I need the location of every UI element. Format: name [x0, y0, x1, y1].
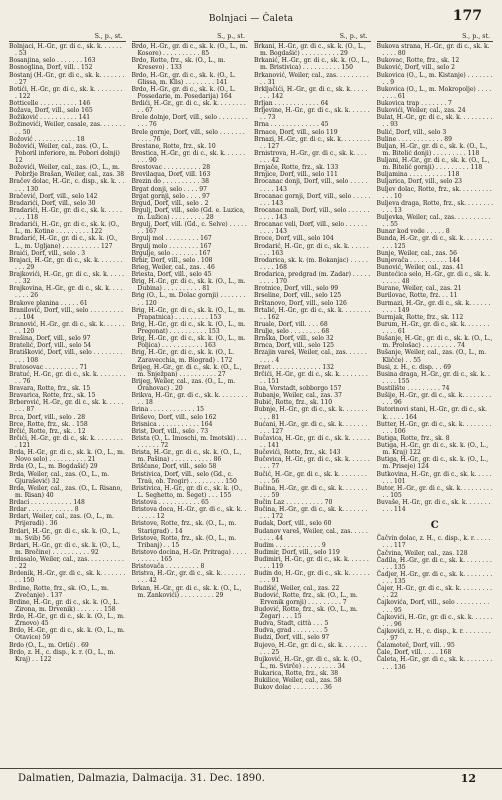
index-entry: Braići, Dorf, vill., selo . 3	[9, 249, 86, 257]
index-entry: Bukarica, Rotte, frz., sk. 38	[254, 670, 339, 677]
index-entry: Čajkovići, z. H., c. disp., k. r. . . . . . . . . . 97	[376, 627, 491, 642]
column-1	[9, 33, 126, 765]
index-entry: Bunje, Weiler, cal., zas. 56	[376, 249, 457, 257]
index-entry: Butiga, H.-Gr., gr. di c., sk. k. (O., L., m. Priseje) 124	[376, 456, 489, 471]
index-entry: Brkanić, H.-Gr., gr. di c., sk. k. (O., L., m. Bristivica) . . . . . . . . . . 150	[254, 57, 370, 72]
index-entry: Buljeva draga, Rotte, frz., sk. . . . . . . . . . . 13	[376, 199, 493, 214]
index-entry: Budva, grad . . . . . . . . 5	[254, 627, 328, 635]
index-entry: Bukilice, Weiler, cal., zas. 58	[254, 677, 342, 685]
index-entry: Brdo, H.-Gr., gr. di c., sk. k. (O., L., m. Kosore) . . . . . . . . . . 85	[131, 43, 248, 58]
index-entry: Brčići, H.-Gr., gr. di c., sk. k. . . . . . . . . 121	[9, 434, 123, 449]
index-entry: Čajer, H.-Gr., gr. di c., sk. k. . . . . . . . . . . 22	[376, 585, 493, 600]
index-entry: Budim . . . . . . . . . . . . 9	[254, 541, 326, 549]
index-entry: Brdar . . . . . . . . . . . . 8	[9, 506, 79, 514]
index-entry: Brig, H.-Gr., gr. di c., sk. k. (O., L. Zaravecchia, m. Biograd) . 172	[131, 349, 235, 364]
index-entry: Broce, Dorf, vill., selo 104	[254, 235, 334, 243]
index-entry: Čajkovići, H.-Gr., gr. di c., sk. k. . . . . . . . . 96	[376, 613, 493, 628]
index-entry: Bratosovac . . . . . . . . . 71	[9, 363, 88, 371]
index-entry: Bradarići, H.-Gr., gr. di c., sk. k. (O., L., m. Kotine . . . . . . . . . 122	[9, 221, 120, 236]
entry-list	[132, 43, 249, 599]
index-entry: Brčić, Rotte, frz., sk. . 12	[9, 427, 86, 435]
index-entry: Brist, Dorf, vill., selo . 73	[131, 427, 209, 435]
index-entry: Čačvina, Weiler, cal., zas. 128	[376, 549, 468, 557]
index-entry: Bustilište . . . . . . . . . 74	[376, 385, 450, 392]
column-header: S., p., st.	[9, 33, 126, 42]
index-entry: Budva, Stadt, città . . . 5	[254, 620, 329, 628]
index-entry: Brocanac gornji, Dorf, vill., selo . . . . . . . . 143	[254, 192, 371, 207]
column-3	[254, 33, 371, 765]
index-entry: Brtalić, H.-Gr., gr. di c., sk. k. . . . . . . . . . 162	[254, 306, 371, 321]
index-entry: Bučevići, Rotte, frz., sk. 143	[254, 449, 341, 457]
index-entry: Buković, Dorf, vill., selo 2	[376, 64, 455, 72]
index-entry: Botići, H.-Gr., gr. di c., sk. k. . . . . . . . . 122	[9, 85, 123, 100]
index-entry: Bukovići, Weiler, cal., zas. 24	[376, 107, 466, 115]
index-entry: Bradarići, Dorf, vill., selo 30	[9, 199, 96, 207]
index-entry: Brda, H.-Gr., gr. di c., sk. k. (O., L., m. Novo selo) . . . . . . . . . . 21	[9, 449, 125, 464]
index-entry: Bukov dolac . . . . . . . . 36	[254, 684, 332, 692]
index-entry: Brseline, Dorf, vill., selo 125	[254, 292, 342, 300]
index-entry: Brnca, Dorf, vill., selo 125	[254, 342, 335, 350]
index-entry: Bulat, H.-Gr., gr. di c., sk. k. . . . . . . . . . . 93	[376, 114, 493, 129]
index-entry: Branović, H.-Gr., gr. di c., sk. k. . . . . . . . 120	[9, 320, 125, 335]
index-entry: Brodarić, H.-Gr., gr. di c., sk. k. . . . . . . . . 163	[254, 242, 369, 257]
index-entry: Božovići, Weiler, cal., zas. (O., L. Poboril inferiore, m. Pobori dolnji) 12	[9, 142, 120, 164]
index-entry: Brdenik, H.-Gr., gr. di c., sk. k. . . . . . . . . 150	[9, 570, 126, 585]
index-entry: Brdari, H.-Gr., gr. di c., sk. k. (O., L., m. Brečine) . . . . . . . . . . 92	[9, 541, 121, 556]
index-entry: Budović, Rotte, frz., sk. (O., L., m. Ervenik gornji) . . . . . . . . . 7	[254, 591, 358, 606]
index-entry: Bristva, H.-Gr., gr. di c., sk. k. . . . . . . . . . 42	[131, 570, 246, 585]
index-entry: Bristovo docina, H.-Gr. Pritraga) . . . . . . . . . . 165	[131, 548, 247, 563]
index-entry: Brestovac . . . . . . . . . . 28	[131, 164, 211, 172]
index-entry: Bučić, H.-Gr., gr. di c., sk. k. . . . . . . . . . . 56	[254, 470, 367, 485]
index-entry: Brina . . . . . . . . . . . . 15	[131, 406, 205, 414]
index-entry: Budimir, Dorf, vill., selo 119	[254, 548, 340, 556]
index-entry: Bratuć, H.-Gr., gr. di c., sk. k. . . . . . . . . . 76	[9, 370, 126, 385]
index-entry: Bućani, H.-Gr., gr. di c., sk. k. . . . . . . . . . 127	[254, 420, 368, 435]
index-entry: Božiković . . . . . . . . . . 141	[9, 114, 91, 122]
index-entry: Čaleta, H.-Gr., gr. di c., sk. k. . . . . . . . . . . 136	[376, 656, 493, 671]
index-entry: Bubnje, H.-Gr., gr. di c., sk. k. . . . . . . . . . 81	[254, 406, 368, 421]
index-entry: Brnjače, Rotte, frz., sk. 133	[254, 164, 339, 172]
index-entry: Brberović, H.-Gr., gr. di c., sk. k. . . . . . . . 87	[9, 399, 124, 414]
index-entry: Brkani, H.-Gr., gr. di c., sk. k. (O., L., m. Bogdašić) . . . . . . . . . . 29	[254, 43, 366, 58]
index-entry: Brnška, Dorf, vill., selo 32	[254, 335, 334, 343]
index-entry: Brda, Weiler, cal., zas. (O., L., m. Gjurašević) 32	[9, 470, 110, 485]
index-entry: Bušanje, Weiler, cal., zas. (O., L., m. Kličće) . . 55	[376, 349, 487, 364]
index-entry: Budišić, Weiler, cal., zas. 22	[254, 584, 340, 592]
index-entry: Bristova . . . . . . . . . . . 65	[131, 499, 209, 506]
index-entry: Božava, Dorf, vill., selo 165	[9, 107, 93, 115]
index-entry: Brdasalo, Weiler, cal., zas. . . . . . . . . . . 22	[9, 556, 124, 571]
index-entry: Bua, Vorstadt, sobborgo 157	[254, 385, 342, 392]
index-entry: Brzajin vareš, Weiler, cal., zas. . . . . . . . . . 4	[254, 349, 367, 364]
index-entry: Bukovac, Rotte, frz., sk. 12	[376, 57, 460, 65]
index-entry: Brajaci, H.-Gr., gr. di c., sk. k. . . . . . . . . . 29	[9, 256, 123, 271]
index-entry: Brkljačići, H.-Gr., gr. di c., sk. k. . . . . . . . 142	[254, 85, 368, 100]
index-entry: Briševo, Dorf, vill., selo 162	[131, 413, 217, 421]
index-entry: Briščane, Dorf, vill., selo 58	[131, 463, 217, 471]
index-entry: Čadila, H.-Gr., gr. di c., sk. k. . . . . . . . . . . 135	[376, 556, 492, 571]
index-entry: Bukova strana, H.-Gr., gr. di c., sk. k. . . . . 80	[376, 43, 490, 58]
index-entry: Brgulj mol . . . . . . . . . 167	[131, 235, 212, 243]
index-entry: Budimiri, H.-Gr., gr. di c., sk. k. . . . . . . . . 119	[254, 556, 369, 571]
index-entry: Bučina, H.-Gr., gr. di c., sk. k. . . . . . . . . . 59	[254, 484, 368, 499]
index-entry: Brig (O., L., m. Dolac gornji) . . . . . . . . . 120	[131, 292, 246, 307]
index-entry: Brnace, Dorf, vill., selo 119	[254, 128, 338, 136]
index-entry: Brna . . . . . . . . . . . . . 45	[254, 121, 329, 129]
index-entry: Budin do, H.-Gr., gr. di c., sk. k. . . . . . . . . 91	[254, 570, 370, 585]
index-entry: Čadjer, H.-Gr., gr. di c., sk. k. . . . . . . . . . . 135	[376, 570, 493, 585]
index-entry: Brnazi, H.-Gr., gr. di c., sk. k. . . . . . . . . . 127	[254, 135, 370, 150]
index-entry: Brgud, Dorf, vill., selo . 2	[131, 199, 209, 207]
column-header: S., p., st.	[377, 33, 494, 42]
index-entry: Brocanac veli, Dorf, vill., selo . . . . . . . . . . 143	[254, 221, 368, 236]
index-entry: Brdari, H.-Gr., gr. di c., sk. k. (O., L., m. Svib) 56	[9, 527, 121, 542]
footer-title: Dalmatien, Dalmazia, Dalmacija. 31. Dec. 1890.	[18, 773, 266, 784]
index-entry: Budanov vareš, Weiler, cal., zas. . . . . . . . . 44	[254, 527, 368, 542]
index-entry: Brista, H.-Gr., gr. di c., sk. k. (O., L., m. Pašina) . . . . . . . . . . . 86	[131, 449, 242, 464]
index-entry: Butiga, Rotte, frz., sk. 8	[376, 434, 450, 442]
index-entry: Busi, z. H., c. disp. . . 69	[376, 363, 452, 371]
index-entry: Brotnice, Dorf, vill., selo 99	[254, 285, 339, 293]
index-entry: Brdine, H.-Gr., gr. di c., sk. k. (O., L. Zirona, m. Drvenik) . . . . . . . 158	[9, 598, 120, 613]
index-entry: Bristove, Rotte, frz., sk. (O., L., m. Starigrad) . 14	[131, 520, 237, 535]
index-entry: Božović . . . . . . . . . . . 18	[9, 135, 85, 143]
index-entry: Brig, H.-Gr., gr. di c., sk. k. (O., L., m. Poljica) . . . . . . . . . . . 163	[131, 335, 246, 350]
index-entry: Bučina, H.-Gr., gr. di c., sk. k. . . . . . . . . . 172	[254, 506, 368, 521]
index-entry: Bušanje, H.-Gr., gr. di c., sk. k. (O., L., m. Prološac) . . . . . . . . . 74	[376, 335, 493, 350]
index-entry: Bristivica, Dorf, vill., selo (Gd., c. Traù, ob. Trogir) . . . . . . . . . 150	[131, 470, 237, 485]
index-entry: Bristove, Rotte, frz., sk. (O., L., m. Tribanj) . . 15	[131, 534, 237, 549]
index-entry: Butter, H.-Gr., gr. di c., sk. k. . . . . . . . . . . 106	[376, 420, 492, 435]
index-entry: Brštanovo, Dorf, vill., selo 126	[254, 299, 347, 307]
index-entry: Butiga, H.-Gr., gr. di c., sk. k. (O., L., m. Kraj) 122	[376, 442, 489, 457]
index-entry: Bosnoglina, Dorf, vill. . 152	[9, 64, 93, 72]
index-entry: Brajkovina, H.-Gr., gr. di c., sk. k. . . . . . . . 26	[9, 285, 123, 300]
index-entry: Božinovići, Weiler, casale, zas. . . . . . . . . 50	[9, 121, 126, 136]
index-entry: Bušije, H.-Gr., gr. di c., sk. k. . . . . . . . . . . 96	[376, 392, 492, 407]
page-footer	[0, 768, 502, 789]
index-entry: Bosanjina, selo . . . . . . . 163	[9, 57, 96, 65]
index-entry: Brda, Weiler, cal., zas. (O., L. Risano, m. Risan) 40	[9, 484, 123, 499]
index-entry: Brdo, H.-Gr., gr. di c., sk. k. (O., L. Possedarie, m. Posedarija) 164	[131, 85, 236, 100]
index-entry: Brce, Rotte, frz., sk. . 158	[9, 420, 88, 428]
index-entry: Bunar kod vode . . . . . 8	[376, 228, 450, 236]
index-entry: Buljamina . . . . . . . . . . 118	[376, 171, 460, 179]
index-entry: Budak, Dorf, vill., selo 60	[254, 520, 332, 528]
index-entry: Buljan, H.-Gr., gr. di c., sk. k. (O., L., m. Biteliċ donji) . . . . . . . . . 118	[376, 142, 488, 157]
index-entry: Brda (O., L., m. Bogdašić) 29	[9, 463, 98, 471]
index-entry: Brdo, z. H., c. disp., k. r. (O., L., m. Kraj) . . 122	[9, 648, 116, 663]
index-entry: Bravara, Rotte, frz., sk. 15	[9, 385, 91, 392]
index-entry: Butorinovi stani, H.-Gr., gr. di c., sk. k. . . . . 164	[376, 406, 487, 421]
index-columns	[9, 33, 493, 765]
page-header	[0, 8, 502, 30]
index-entry: Brljevine, H.-Gr., gr. di c., sk. k. . . . . . . . 73	[254, 107, 370, 122]
index-entry: Brkanović, Weiler, cal., zas. . . . . . . . . . . 31	[254, 71, 369, 86]
index-entry: Brgulj molo . . . . . . . . 167	[131, 242, 212, 250]
index-entry: Brdo, Rotte, frz., sk. (O., L., m. Kresevo) . 133	[131, 57, 226, 72]
entry-list	[377, 43, 494, 671]
column-4	[377, 33, 494, 765]
index-entry: Brdo, H.-Gr., gr. di c., sk. k. (O., L., m. Otavice) 59	[9, 627, 125, 642]
index-entry: Brele gornje, Dorf, vill., selo . . . . . . . . . . . 76	[131, 128, 245, 143]
index-entry: Bunović, Weiler, cal., zas. 41	[376, 263, 464, 271]
index-entry: Brgulj, Dorf, vill., selo (Gd. e. Luzica, m. Lužica) . . . . . . . . . 28	[131, 206, 245, 221]
index-entry: Bruale, Dorf, vill. . . . 68	[254, 320, 328, 328]
index-entry: Brdo, H.-Gr., gr. di c., sk. k. (O., L. Glissa, m. Klis) . . . . . . . . 141	[131, 71, 236, 86]
column-2	[132, 33, 249, 765]
index-entry: Bolnjaci, H.-Gr., gr. di c., sk. k. . . . . . . 53	[9, 43, 122, 58]
index-entry: Brčići, H.-Gr., gr. di c., sk. k. . . . . . . . . . 151	[254, 370, 368, 385]
index-entry: Brnistrova, H.-Gr., gr. di c., sk. k. . . . . . . 42	[254, 149, 367, 164]
index-entry: Brocanac mali, Dorf, vill., selo . . . . . . . . . . 143	[254, 206, 370, 221]
index-entry: Božovići, Weiler, cal., zas. (O., L., m. Pobržje Brašan, Weiler, cal., zas. 38	[9, 164, 125, 179]
index-entry: Brig, H.-Gr., gr. di c., sk. k. (O., L., m. Pregonat) . . . . . . . . . . 153	[131, 320, 246, 335]
index-entry: Burilovac, Rotte, frz. . . 11	[376, 292, 458, 300]
index-entry: Bukovica (O., L., m. Kistanje) . . . . . . . . . 9	[376, 71, 493, 86]
index-entry: Brisnica . . . . . . . . . . . 164	[131, 420, 213, 428]
index-entry: Čalamoteč, Dorf, vill. . 95	[376, 642, 455, 650]
index-entry: Brdari, Weiler, cal., zas. (O., L., m. Prijeradi) . 36	[9, 513, 114, 528]
index-entry: Bučavica, H.-Gr., gr. di c., sk. k. . . . . . . . 141	[254, 434, 370, 449]
index-entry: Bujković, H.-Gr., gr. di c., sk. k. (O., L., m. Svirče) . . . . . . . . . 34	[254, 655, 362, 670]
index-entry: Brieg, Weiler, cal., zas. . 46	[131, 263, 215, 271]
index-entry: Brašina, Dorf, vill., selo 97	[9, 335, 91, 343]
index-entry: Brevilaqua, Dorf, vill. 163	[131, 171, 211, 179]
index-entry: Buline . . . . . . . . . . . . 89	[376, 135, 452, 143]
index-entry: Brdo, H.-Gr., gr. di c., sk. k. (O., L., m. Zrnovo) 45	[9, 613, 125, 628]
index-entry: Čale, Dorf, vill. . . . . 168	[376, 649, 452, 657]
index-entry: Brodarica, predgrad (m. Zadar) . . . . . . . . . 170	[254, 271, 371, 286]
index-entry: Brnjice, Dorf, vill., selo 111	[254, 171, 338, 179]
index-entry: Brgat donji, selo . . . . 97	[131, 185, 207, 193]
index-entry: Brdići, H.-Gr., gr. di c., sk. k. . . . . . . . . . 67	[131, 100, 246, 115]
index-entry: Brista (O., L. Imoschi, m. Imotski) . . . . . . . . . 72	[131, 434, 247, 449]
index-entry: Brzet . . . . . . . . . . . . . 132	[254, 363, 334, 371]
index-entry: Brdine, Rotte, frz., sk. (O., L., m. Zvečanje) . 137	[9, 584, 109, 599]
index-entry: Brgulj, Dorf, vill. (Gd., c. Selve) . . . . . . . 167	[131, 221, 247, 236]
index-entry: Bulić, Dorf, vill., selo 3	[376, 128, 447, 136]
index-entry: Brig, H.-Gr., gr. di c., sk. k. (O., L., m. Prapatnica) . . . . . . . . . 153	[131, 306, 246, 321]
index-entry: Budović, Rotte, frz., sk. (O., L., m. Žegar) . . . 15	[254, 605, 358, 620]
column-header: S., p., st.	[132, 33, 249, 42]
index-entry: Buvaše, H.-Gr., gr. di c., sk. k. . . . . . . . . . 114	[376, 499, 491, 514]
index-entry: Bratišković, Dorf, vill., selo . . . . . . . . . . . 108	[9, 349, 123, 364]
index-entry: Burmjak, Rotte, frz., sk. 112	[376, 313, 464, 321]
index-entry: Brakove planina . . . . . 61	[9, 299, 88, 307]
column-header: S., p., st.	[254, 33, 371, 42]
index-entry: Brodarica, sk. k. (m. Bokanjac) . . . . . . . . . 168	[254, 256, 368, 271]
index-entry: Buljani, H.-Gr., gr. di c., sk. k. (O., L., m. Bitelić gornji) . . . . . . . . . 118	[376, 157, 490, 172]
index-entry: Bukovica (O., L., m. Mokropolje) . . . . . . . . 61	[376, 85, 492, 100]
index-entry: Brca, Dorf, vill., selo . 28	[9, 413, 86, 421]
index-entry: Butkovina, H.-Gr., gr. di c., sk. k. . . . . . . . 101	[376, 470, 492, 485]
index-entry: Burum, H.-Gr., gr. di c., sk. k. . . . . . . . . . . 61	[376, 320, 490, 335]
index-entry: Bristivica, H.-Gr., gr. di c., sk. k. (O., L. Seghetto, m. Seget) . . . 155	[131, 484, 243, 499]
index-entry: Buljev dolac, Rotte, frz., sk. . . . . . . . . . . . 10	[376, 185, 492, 200]
index-entry: Bukovica trap . . . . . . . 7	[376, 100, 452, 107]
index-entry: Brestane, Rotte, frz., sk. 10	[131, 142, 216, 150]
index-entry: Brljan . . . . . . . . . . . . 64	[254, 100, 329, 107]
index-entry: Bujevo, H.-Gr., gr. di c., sk. k. . . . . . . . . . 25	[254, 641, 367, 656]
index-entry: Brhir, Dorf, vill., selo . 108	[131, 256, 213, 264]
index-entry: Burane, Weiler, cal., zas. 21	[376, 285, 462, 293]
index-entry: Bradarići, H.-Gr., gr. di c., sk. k. . . . . . . . 118	[9, 206, 122, 221]
index-entry: Bučevica, H.-Gr., gr. di c., sk. k. . . . . . . . . 77	[254, 456, 370, 471]
index-entry: Bučin Laz . . . . . . . . . . 70	[254, 499, 333, 506]
index-entry: Brig, H.-Gr., gr. di c., sk. k. (O., L., m. Dubina) . . . . . . . . . . 81	[131, 278, 246, 293]
index-entry: Brdo (O., L., m. Orlić) . 69	[9, 641, 89, 649]
index-entry: Brikva, H.-Gr., gr. di c., sk. k. . . . . . . . . . 18	[131, 392, 248, 407]
index-entry: Burmazi, H.-Gr., gr. di c., sk. k. . . . . . . . . . 149	[376, 299, 491, 314]
index-entry: Bratelić, Dorf, vill., selo 54	[9, 342, 92, 350]
index-entry: Bubić, Rotte, frz., sk. 110	[254, 399, 333, 407]
index-entry: Buljevka, Weiler, cal., zas. . . . . . . . . . . . 55	[376, 214, 491, 229]
running-head: Bolnjaci — Čaleta	[208, 14, 294, 24]
index-entry: Bunda, H.-Gr., gr. di c., sk. k. . . . . . . . . . . 125	[376, 235, 493, 250]
index-entry: Busina draga, H.-Gr., gr. di c., sk. k. . . . . . 155	[376, 370, 490, 385]
index-entry: Brestica, H.-Gr., gr. di c., sk. k. . . . . . . . . 90	[131, 149, 246, 164]
entry-list	[254, 43, 371, 691]
index-entry: Bračević, Dorf, vill., selo 142	[9, 192, 98, 200]
index-entry: Buljarica, Dorf, vill., selo 23	[376, 178, 463, 186]
index-entry: Buntećica selo, H.-Gr., gr. di c., sk. k. . . . . . 48	[376, 271, 491, 286]
index-entry: Brajkovići, H.-Gr., gr. di c., sk. k. . . . . . . 32	[9, 271, 125, 286]
index-entry: Brijeg, H.-Gr., gr. di c., sk. k. (O., L., m. Snježpan) . . . . . . . . . . 27	[131, 363, 242, 378]
index-entry: Butor, H.-Gr., gr. di c., sk. k. . . . . . . . . . . 105	[376, 484, 493, 499]
index-entry: Čačvin dolac, z. H., c. disp., k. r. . . . . . . . 117	[376, 535, 491, 550]
index-entry: Bunjevača . . . . . . . . . . 144	[376, 256, 461, 264]
entry-list	[9, 43, 126, 663]
index-entry: Bristovača . . . . . . . . . 8	[131, 563, 205, 571]
index-entry: Bravarica, Rotte, frz., sk. 15	[9, 392, 96, 400]
index-entry: Bubanje, Weiler, cal., zas. 37	[254, 392, 342, 400]
index-entry: Brgulje, selo . . . . . . . 167	[131, 249, 211, 257]
index-entry: Bristova doca, H.-Gr., gr. di c., sk. k. . . . . . . 12	[131, 506, 247, 521]
index-entry: Budzi, Dorf, vill., selo 97	[254, 634, 330, 642]
section-letter: C	[430, 520, 439, 532]
index-entry: Brocanac donji, Dorf, vill., selo . . . . . . . . . 143	[254, 178, 368, 193]
index-entry: Brulje, selo . . . . . . . . 68	[254, 328, 330, 335]
index-entry: Botticelle . . . . . . . . . . 146	[9, 100, 91, 107]
index-entry: Brkan, H.-Gr., gr. di c., sk. k. (O., L., m. Zankovići) . . . . . . . . . 29	[131, 584, 242, 599]
index-entry: Čajkovića, Dorf, vill., selo . . . . . . . . . . . . 95	[376, 599, 490, 614]
index-entry: Briesta, Dorf, vill., selo 45	[131, 271, 212, 278]
index-entry: Brele dolnje, Dorf, vill., selo . . . . . . . . . . . 76	[131, 114, 248, 129]
signature-mark: 12	[460, 772, 476, 785]
index-entry: Branilović, Dorf, vill., selo . . . . . . . . . . . 104	[9, 306, 124, 321]
index-entry: Brezin do . . . . . . . . . . 38	[131, 178, 209, 186]
index-entry: Brgat gornji, selo . . . . 97	[131, 192, 210, 200]
index-entry: Bostanj (H.-Gr., gr. di c., sk. k. . . . . . . . 27	[9, 71, 125, 86]
page-number: 177	[452, 8, 482, 24]
index-entry: Brijeg, Weiler, cal., zas. (O., L., m. Orahovac) . 20	[131, 377, 236, 392]
index-entry: Brdaci . . . . . . . . . . . 148	[9, 499, 85, 506]
index-entry: Bradarić, H.-Gr., gr. di c., sk. k. (O., L., m. Ugljane) . . . . . . . . . . 127	[9, 235, 118, 250]
index-entry: Bračev dolac, H.-Gr., c. disp., sk. k. . . . . . 130	[9, 178, 125, 193]
